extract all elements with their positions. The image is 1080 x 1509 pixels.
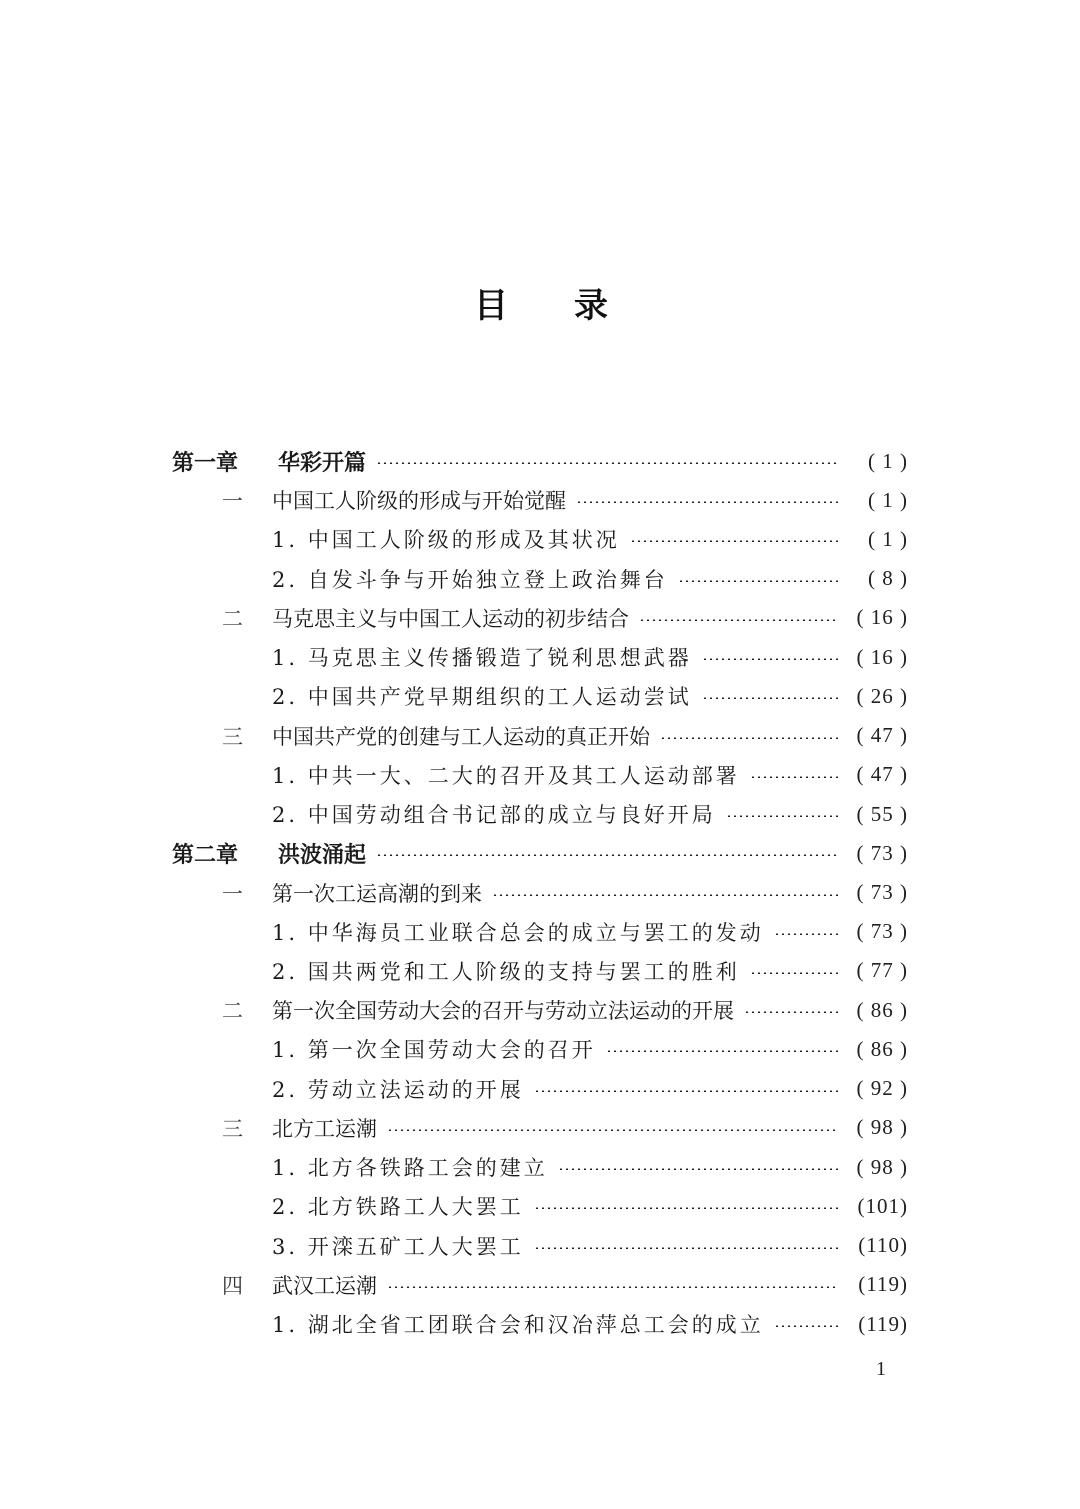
title-char-2: 录 xyxy=(574,286,608,326)
dot-leader xyxy=(558,1151,838,1183)
toc-entry-title: 马克思主义与中国工人运动的初步结合 xyxy=(272,606,629,631)
toc-page-number: ( 98 ) xyxy=(856,1154,908,1179)
section-number: 三 xyxy=(222,724,243,749)
dot-leader xyxy=(492,877,838,909)
toc-page-number: ( 1 ) xyxy=(868,448,908,473)
title-char-1: 目 xyxy=(474,286,508,326)
toc-page-number: ( 98 ) xyxy=(856,1115,908,1140)
section-number: 四 xyxy=(222,1273,243,1298)
toc-entry-sub[interactable] xyxy=(272,1151,908,1183)
section-number: 二 xyxy=(222,606,243,631)
section-number: 一 xyxy=(222,881,243,906)
toc-page-number: ( 73 ) xyxy=(856,880,908,905)
toc-entry-sub[interactable] xyxy=(272,1073,908,1105)
toc-entry-sub[interactable] xyxy=(272,1190,908,1222)
toc-page-number: ( 26 ) xyxy=(856,683,908,708)
toc-entry-title: 武汉工运潮 xyxy=(272,1273,377,1298)
dot-leader xyxy=(606,1033,838,1065)
toc-entry-title: 2. 中国劳动组合书记部的成立与良好开局 xyxy=(272,803,716,828)
toc-page-number: ( 1 ) xyxy=(868,526,908,551)
toc-page-number: ( 47 ) xyxy=(856,723,908,748)
toc-page-number: ( 16 ) xyxy=(856,605,908,630)
dot-leader xyxy=(387,1269,838,1301)
section-number: 二 xyxy=(222,999,243,1024)
toc-page-number: ( 86 ) xyxy=(856,997,908,1022)
toc-page-number: (119) xyxy=(858,1311,908,1336)
toc-page-number: ( 55 ) xyxy=(856,801,908,826)
toc-entry-title: 华彩开篇 xyxy=(278,450,367,476)
dot-leader xyxy=(702,641,838,673)
dot-leader xyxy=(387,1112,838,1144)
toc-entry-title: 2. 中国共产党早期组织的工人运动尝试 xyxy=(272,685,692,710)
toc-page-number: (110) xyxy=(858,1233,908,1258)
toc-page-number: ( 16 ) xyxy=(856,644,908,669)
toc-entry-title: 中国共产党的创建与工人运动的真正开始 xyxy=(272,724,650,749)
toc-page-number: (119) xyxy=(858,1272,908,1297)
toc-entry-title: 第一次全国劳动大会的召开与劳动立法运动的开展 xyxy=(272,999,734,1024)
dot-leader xyxy=(726,798,838,830)
toc-entry-sub[interactable] xyxy=(272,680,908,712)
toc-entry-sub[interactable] xyxy=(272,641,908,673)
dot-leader xyxy=(660,720,838,752)
toc-entry-title: 3. 开滦五矿工人大罢工 xyxy=(272,1234,524,1259)
toc-entry-title: 洪波涌起 xyxy=(278,842,367,868)
toc-page-number: ( 47 ) xyxy=(856,762,908,787)
toc-entry-chapter[interactable] xyxy=(172,445,908,477)
toc-entry-section[interactable] xyxy=(222,484,908,516)
toc-entry-section[interactable] xyxy=(222,994,908,1026)
toc-page-number: ( 77 ) xyxy=(856,958,908,983)
section-number: 三 xyxy=(222,1116,243,1141)
dot-leader xyxy=(534,1230,838,1262)
toc-page-number: ( 86 ) xyxy=(856,1036,908,1061)
toc-entry-title: 北方工运潮 xyxy=(272,1116,377,1141)
toc-page-number: (101) xyxy=(857,1193,908,1218)
dot-leader xyxy=(774,1308,838,1340)
toc-page-number: ( 1 ) xyxy=(868,487,908,512)
toc-entry-title: 1. 北方各铁路工会的建立 xyxy=(272,1156,548,1181)
toc-entry-sub[interactable] xyxy=(272,563,908,595)
dot-leader xyxy=(639,602,838,634)
toc-entry-sub[interactable] xyxy=(272,1308,908,1340)
chapter-number: 第一章 xyxy=(172,450,239,476)
toc-entry-sub[interactable] xyxy=(272,916,908,948)
dot-leader xyxy=(534,1073,838,1105)
toc-entry-title: 2. 国共两党和工人阶级的支持与罢工的胜利 xyxy=(272,959,740,984)
dot-leader xyxy=(678,563,838,595)
toc-entry-sub[interactable] xyxy=(272,798,908,830)
toc-entry-title: 1. 中华海员工业联合总会的成立与罢工的发动 xyxy=(272,920,764,945)
dot-leader xyxy=(702,680,838,712)
toc-page-number: ( 73 ) xyxy=(856,840,908,865)
dot-leader xyxy=(774,916,838,948)
toc-entry-sub[interactable] xyxy=(272,759,908,791)
toc-entry-title: 2. 劳动立法运动的开展 xyxy=(272,1077,524,1102)
toc-entry-title: 1. 第一次全国劳动大会的召开 xyxy=(272,1038,596,1063)
toc-entry-section[interactable] xyxy=(222,720,908,752)
page-number: 1 xyxy=(876,1358,886,1380)
toc-entry-title: 1. 中国工人阶级的形成及其状况 xyxy=(272,528,620,553)
dot-leader xyxy=(534,1190,838,1222)
dot-leader xyxy=(750,759,838,791)
toc-entry-title: 2. 北方铁路工人大罢工 xyxy=(272,1195,524,1220)
dot-leader xyxy=(744,994,838,1026)
toc-entry-title: 2. 自发斗争与开始独立登上政治舞台 xyxy=(272,567,668,592)
toc-entry-section[interactable] xyxy=(222,602,908,634)
toc-entry-chapter[interactable] xyxy=(172,837,908,869)
dot-leader xyxy=(750,955,838,987)
dot-leader xyxy=(576,484,838,516)
toc-entry-sub[interactable] xyxy=(272,1230,908,1262)
chapter-number: 第二章 xyxy=(172,842,239,868)
toc-page-number: ( 8 ) xyxy=(868,566,908,591)
toc-page-number: ( 73 ) xyxy=(856,919,908,944)
dot-leader xyxy=(376,445,838,477)
toc-entry-title: 1. 湖北全省工团联合会和汉冶萍总工会的成立 xyxy=(272,1313,764,1338)
toc-entry-sub[interactable] xyxy=(272,1033,908,1065)
toc-entry-title: 第一次工运高潮的到来 xyxy=(272,881,482,906)
toc-entry-section[interactable] xyxy=(222,877,908,909)
toc-entry-section[interactable] xyxy=(222,1269,908,1301)
toc-entry-sub[interactable] xyxy=(272,955,908,987)
toc-page-number: ( 92 ) xyxy=(856,1076,908,1101)
dot-leader xyxy=(376,837,838,869)
section-number: 一 xyxy=(222,489,243,514)
toc-entry-sub[interactable] xyxy=(272,523,908,555)
toc-entry-title: 中国工人阶级的形成与开始觉醒 xyxy=(272,489,566,514)
toc-entry-title: 1. 中共一大、二大的召开及其工人运动部署 xyxy=(272,763,740,788)
toc-entry-section[interactable] xyxy=(222,1112,908,1144)
page-title xyxy=(0,278,1080,328)
dot-leader xyxy=(630,523,838,555)
toc-entry-title: 1. 马克思主义传播锻造了锐利思想武器 xyxy=(272,646,692,671)
